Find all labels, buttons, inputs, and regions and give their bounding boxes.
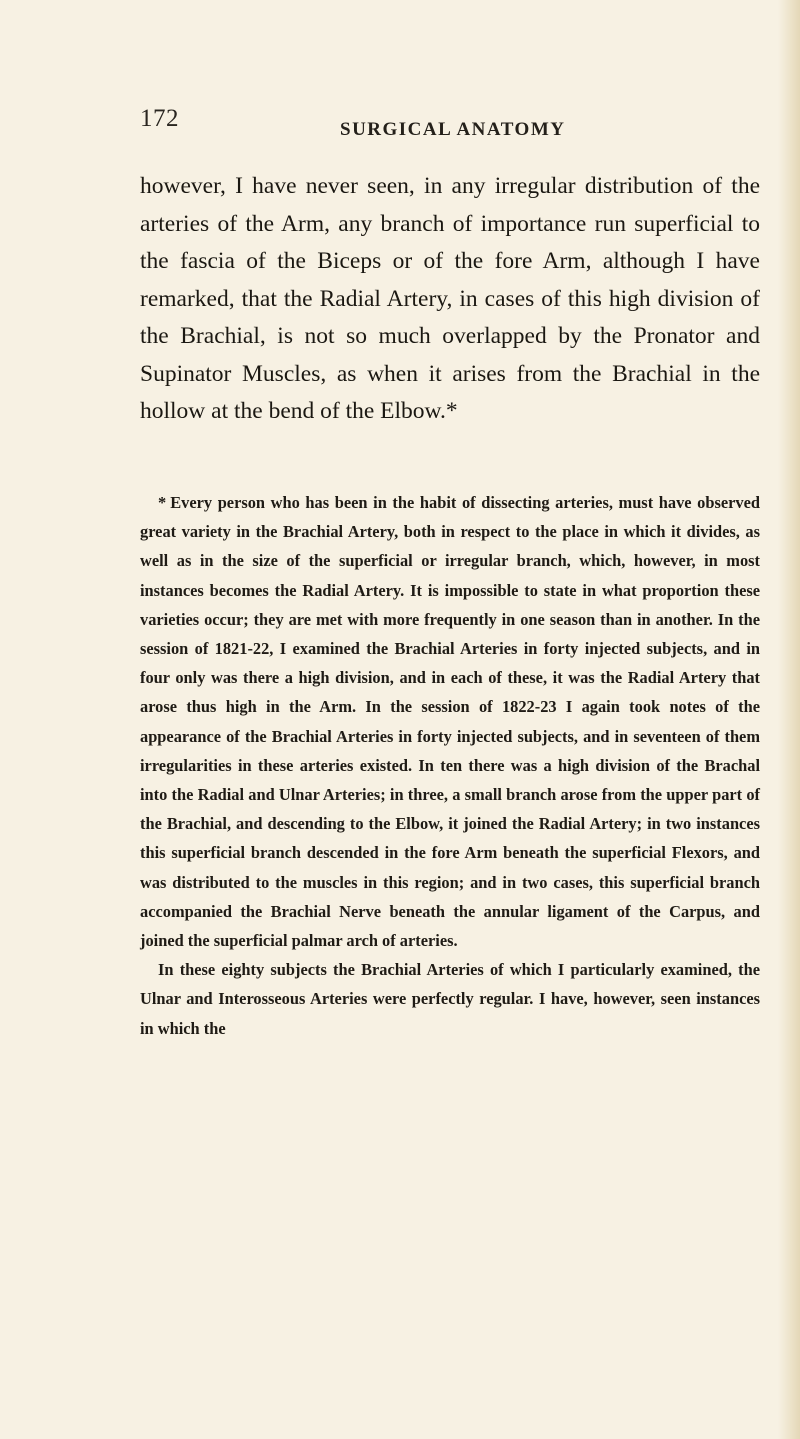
running-head	[140, 105, 760, 145]
footnote	[140, 488, 760, 1043]
footnote-paragraph-1-text: Every person who has been in the habit of dissecting arteries, must have observed great variety in the Brachial Artery, both in respect to the place in which it divides, as well as in the size of the superficial or irregular branch, which, however, in most instances becomes the Radial Artery. It is impossible to state in what proportion these varieties occur; they are met with more frequently in one season than in another. In the session of 1821-22, I examined the Brachial Arteries in forty injected subjects, and in four only was there a high division, and in each of these, it was the Radial Artery that arose thus high in the Arm. In the session of 1822-23 I again took notes of the appearance of the Brachial Arteries in forty injected subjects, and in seventeen of them irregularities in these arteries existed. In ten there was a high division of the Brachal into the Radial and Ulnar Arteries; in three, a small branch arose from the upper part of the Brachial, and descending to the Elbow, it joined the Radial Artery; in two instances this superficial branch descended in the fore Arm beneath the superficial Flexors, and was distributed to the muscles in this region; and in two cases, this superficial branch accompanied the Brachial Nerve beneath the annular ligament of the Carpus, and joined the superficial palmar arch of arteries.	[140, 493, 760, 951]
page-number: 172	[140, 105, 179, 132]
main-paragraph: however, I have never seen, in any irregular distribution of the arteries of the Arm, any branch of importance run superficial to the fascia of the Biceps or of the fore Arm, although I have remarked, that the Radial Artery, in cases of this high division of the Brachial, is not so much overlapped by the Pronator and Supinator Muscles, as when it arises from the Brachial in the hollow at the bend of the Elbow.*	[140, 173, 760, 424]
footnote-paragraph-2: In these eighty subjects the Brachial Arteries of which I particularly examined, the Ulnar and Interosseous Arteries were perfectly regular. I have, however, seen instances in which the	[140, 960, 760, 1038]
page-edge-shading	[778, 0, 800, 1439]
running-title: SURGICAL ANATOMY	[340, 119, 566, 140]
footnote-paragraph-1	[140, 488, 760, 955]
footnote-marker: *	[158, 493, 167, 512]
